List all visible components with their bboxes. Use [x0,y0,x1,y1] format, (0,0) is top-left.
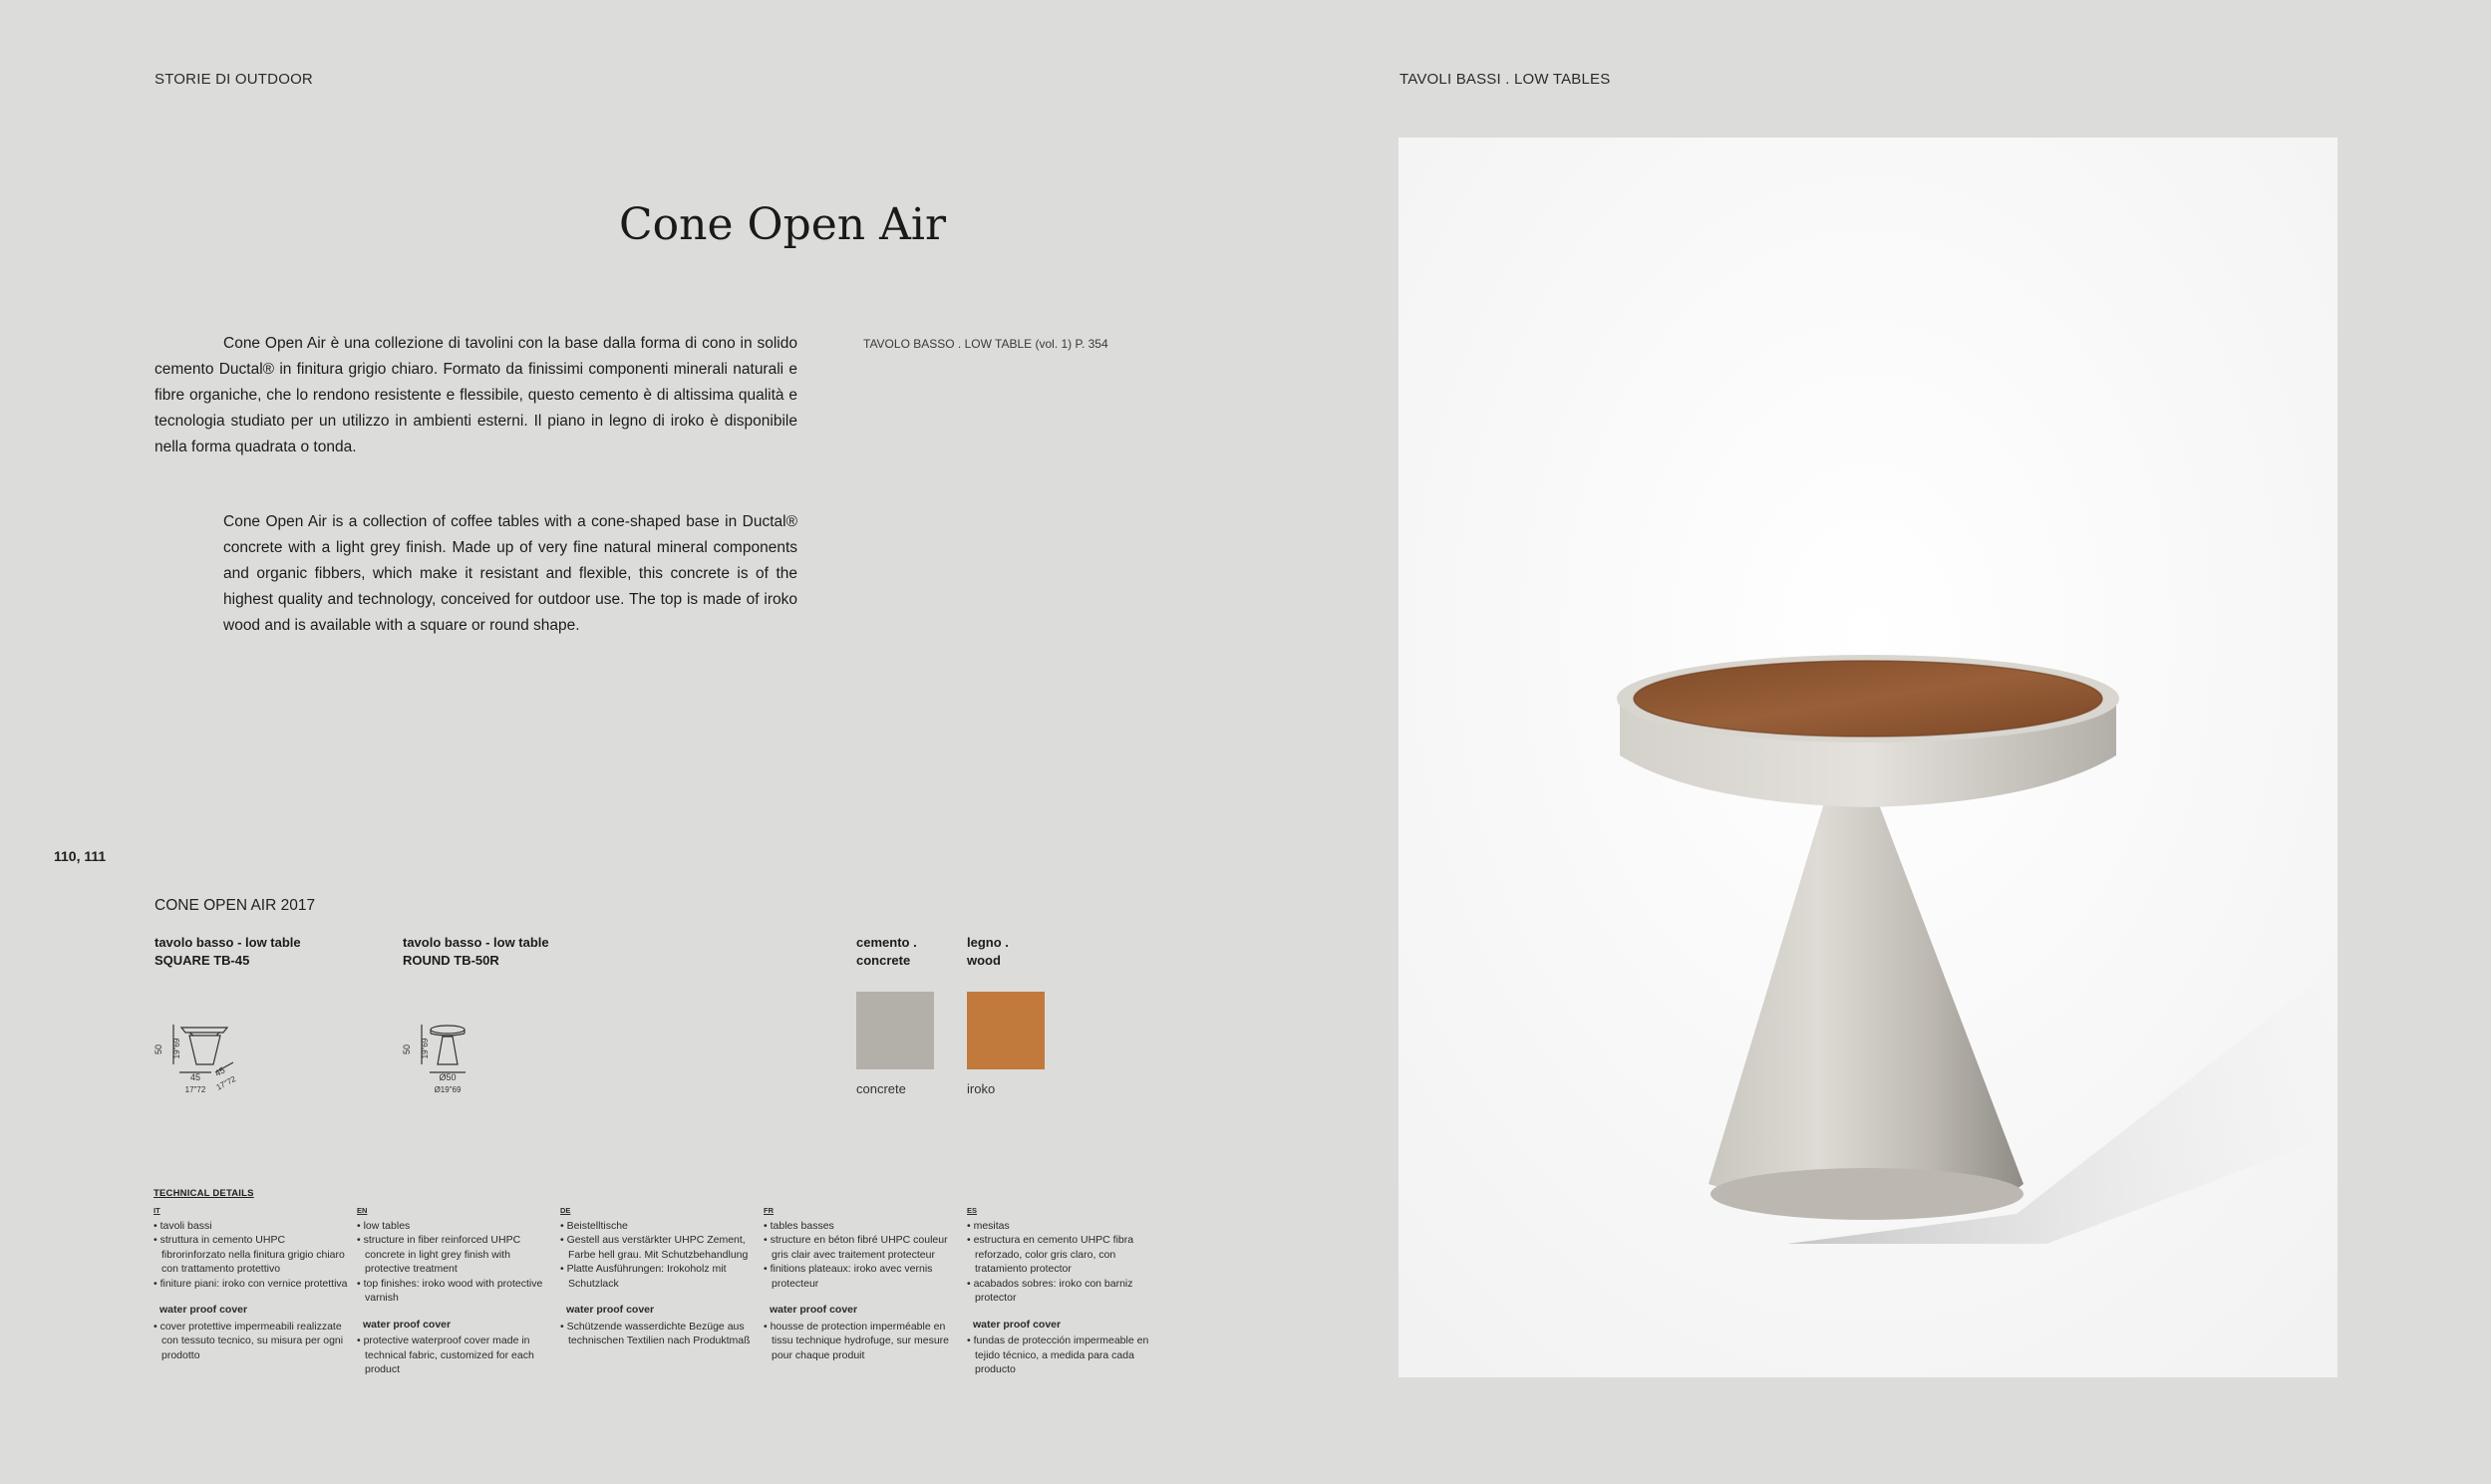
tech-item [560,1262,755,1291]
wood-swatch-label: iroko [967,1081,996,1096]
tech-item-text: Schützende wasserdichte Bezüge aus technischen Textilien nach Produktmaß [566,1320,751,1346]
material-name-en: wood [967,953,1001,968]
diameter-cm: Ø50 [439,1072,457,1082]
bullet: • [560,1219,567,1232]
product-round [403,934,549,970]
tech-item-text: low tables [363,1219,411,1232]
tech-item [764,1233,958,1262]
water-proof-cover-heading: water proof cover [363,1318,452,1331]
height-cm: 50 [402,1043,412,1055]
bullet: • [967,1277,974,1290]
product-square [155,934,301,970]
language-code: FR [764,1206,774,1215]
series-title: CONE OPEN AIR 2017 [155,897,316,914]
tech-item [967,1233,1161,1277]
bullet: • [357,1335,364,1346]
category-header: TAVOLI BASSI . LOW TABLES [1400,71,1611,88]
height-in: 19"69 [172,1038,181,1059]
tech-item [357,1219,551,1234]
tech-item-text: housse de protection imperméable en tissu technique hydrofuge, sur mesure pour chaque produit [770,1320,950,1361]
water-proof-cover-heading: water proof cover [770,1304,858,1316]
bullet: • [764,1263,771,1275]
material-name-it: legno . [967,935,1009,950]
language-code: ES [967,1206,978,1215]
section-header: STORIE DI OUTDOOR [155,71,313,88]
bullet: • [967,1335,974,1346]
height-cm: 50 [154,1043,163,1055]
tech-item [357,1277,551,1306]
product-code: ROUND TB-50R [403,953,499,968]
tech-item-text: finiture piani: iroko con vernice protettiva [159,1277,348,1290]
material-concrete-label [856,934,917,970]
language-code: IT [154,1206,160,1215]
tech-item [154,1233,348,1277]
concrete-swatch [856,992,934,1069]
cone-table-photo [1399,138,2337,1377]
tech-item-text: tavoli bassi [159,1219,212,1232]
material-name-it: cemento . [856,935,917,950]
material-name-en: concrete [856,953,911,968]
tech-item-text: fundas de protección impermeable en tejido técnico, a medida para cada producto [973,1335,1149,1375]
description-en: Cone Open Air is a collection of coffee tables with a cone-shaped base in Ductal® concrete with a light grey finish. Made up of very fine natural mineral components and organic fibbers, which make it resistant and flexible, this concrete is of the highest quality and technology, conceived for outdoor use. The top is made of iroko wood and is available with a square or round shape. [223,513,797,634]
language-code: EN [357,1206,368,1215]
bullet: • [154,1277,160,1290]
technical-details-heading: TECHNICAL DETAILS [154,1188,254,1199]
bullet: • [967,1234,974,1246]
page-numbers: 110, 111 [54,848,107,864]
bullet: • [764,1320,771,1333]
bullet: • [154,1219,160,1232]
tech-column-es [967,1204,1161,1377]
tech-item-text: finitions plateaux: iroko avec vernis protecteur [770,1263,933,1290]
tech-item-text: mesitas [973,1219,1010,1232]
page-title: Cone Open Air [618,199,946,250]
tech-item-text: structure en béton fibré UHPC couleur gris clair avec traitement protecteur [770,1234,948,1261]
tech-item [560,1219,755,1234]
tech-item [764,1262,958,1291]
tech-item [764,1219,958,1234]
product-photo [1399,138,2337,1377]
tech-item [560,1320,755,1348]
width-in: 17"72 [184,1085,206,1094]
tech-item-text: Beistelltische [566,1219,628,1232]
tech-item [560,1233,755,1262]
depth-cm: 45 [212,1064,227,1079]
tech-item [357,1233,551,1277]
tech-item-text: structure in fiber reinforced UHPC concrete in light grey finish with protective treatment [363,1234,521,1275]
product-type: tavolo basso - low table [155,935,301,950]
tech-column-it [154,1204,348,1362]
tech-item-text: Platte Ausführungen: Irokoholz mit Schutzlack [566,1263,727,1290]
tech-item [967,1277,1161,1306]
tech-item [764,1320,958,1363]
tech-item [154,1320,348,1363]
bullet: • [357,1219,364,1232]
tech-item-text: Gestell aus verstärkter UHPC Zement, Farbe hell grau. Mit Schutzbehandlung [566,1234,749,1261]
product-type: tavolo basso - low table [403,935,549,950]
product-code: SQUARE TB-45 [155,953,250,968]
tech-item [154,1277,348,1292]
bullet: • [764,1234,771,1246]
language-code: DE [560,1206,571,1215]
tech-item-text: protective waterproof cover made in technical fabric, customized for each product [363,1335,534,1375]
tech-item [967,1219,1161,1234]
concrete-swatch-label: concrete [856,1081,906,1096]
diameter-in: Ø19"69 [434,1085,462,1094]
description-it: Cone Open Air è una collezione di tavolini con la base dalla forma di cono in solido cemento Ductal® in finitura grigio chiaro. Formato da finissimi componenti minerali naturali e fibre organiche, che lo rendono resistente e flessibile, questo cemento è di altissima qualità e tecnologia studiato per un utilizzo in ambienti esterni. Il piano in legno di iroko è disponibile nella forma quadrata o tonda. [155,335,797,455]
wood-swatch [967,992,1045,1069]
page-reference: TAVOLO BASSO . LOW TABLE (vol. 1) P. 354 [863,337,1108,351]
tech-column-de [560,1204,755,1348]
water-proof-cover-heading: water proof cover [566,1304,655,1316]
bullet: • [560,1263,567,1275]
tech-column-fr [764,1204,958,1362]
depth-in: 17"72 [214,1073,238,1092]
tech-item-text: tables basses [770,1219,834,1232]
water-proof-cover-heading: water proof cover [159,1304,248,1316]
bullet: • [154,1320,160,1333]
tech-item-text: top finishes: iroko wood with protective varnish [363,1277,543,1304]
bullet: • [357,1234,364,1246]
bullet: • [764,1219,771,1232]
height-in: 19"69 [421,1038,430,1059]
tech-item [357,1334,551,1377]
tech-item [154,1219,348,1234]
tech-item-text: cover protettive impermeabili realizzate con tessuto tecnico, su misura per ogni prodotto [159,1320,344,1361]
bullet: • [560,1320,567,1333]
tech-item-text: acabados sobres: iroko con barniz protector [973,1277,1133,1304]
tech-item-text: struttura in cemento UHPC fibrorinforzato nella finitura grigio chiaro con trattamento protettivo [159,1234,345,1275]
tech-item [967,1334,1161,1377]
bullet: • [154,1234,160,1246]
bullet: • [967,1219,974,1232]
tech-item-text: estructura en cemento UHPC fibra reforzado, color gris claro, con tratamiento protector [973,1234,1134,1275]
width-cm: 45 [189,1072,201,1082]
water-proof-cover-heading: water proof cover [973,1318,1062,1331]
square-table-drawing [150,1013,249,1098]
tech-column-en [357,1204,551,1377]
bullet: • [560,1234,567,1246]
round-table-drawing [398,1013,487,1098]
bullet: • [357,1277,364,1290]
material-wood-label [967,934,1009,970]
